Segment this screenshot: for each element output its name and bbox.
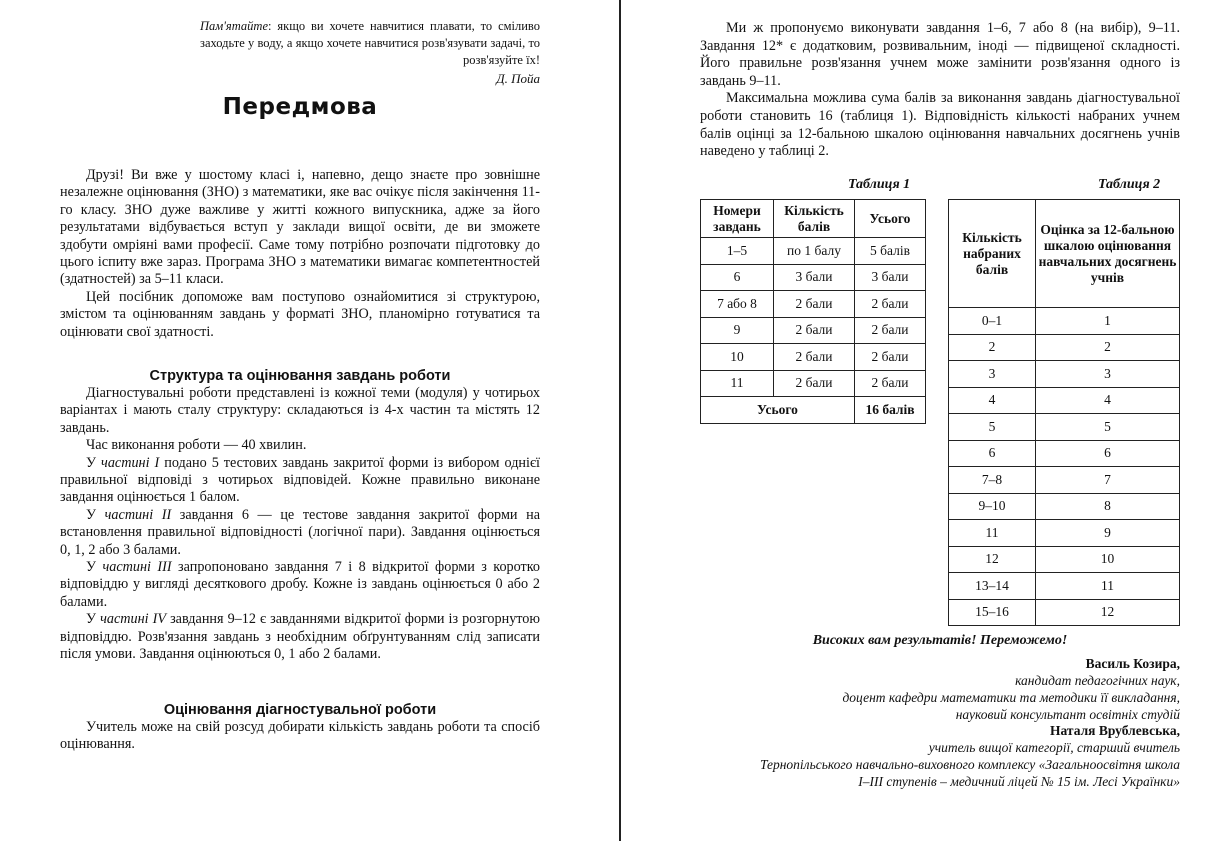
part-paragraph [60, 611, 540, 663]
total-value: 16 балів [855, 397, 926, 424]
table-cell: 11 [1036, 573, 1180, 600]
part-paragraph [60, 507, 540, 559]
total-label: Усього [701, 397, 855, 424]
table-row [949, 334, 1180, 361]
table-cell: 5 [1036, 414, 1180, 441]
table-row [949, 440, 1180, 467]
part-label: частині I [101, 454, 160, 471]
table-row [701, 370, 926, 397]
table-row [701, 344, 926, 371]
table-header-cell: Номери завдань [701, 200, 774, 238]
table-header-cell: Кількість набраних балів [949, 200, 1036, 308]
table-cell: 2 бали [855, 317, 926, 344]
table-cell: по 1 балу [774, 238, 855, 265]
author-role: учитель вищої категорії, старший вчитель [928, 740, 1180, 755]
table-cell: 9–10 [949, 493, 1036, 520]
table-cell: 10 [1036, 546, 1180, 573]
table-row [949, 414, 1180, 441]
table-row [701, 291, 926, 318]
grade-table [948, 199, 1180, 626]
table-cell: 12 [1036, 599, 1180, 626]
signature-block [662, 655, 1180, 723]
table-row [701, 264, 926, 291]
table-total-row [701, 397, 926, 424]
table-header-cell: Оцінка за 12-бальною шкалою оцінювання навчальних досягнень учнів [1036, 200, 1180, 308]
table-row [701, 238, 926, 265]
signature-block [662, 722, 1180, 790]
table-header-row [701, 200, 926, 238]
right-paragraph: Ми ж пропонуємо виконувати завдання 1–6, 7 або 8 (на вибір), 9–11. Завдання 12* є додатковим, розвивальним, іноді — підвищеної складності. Його правильне розв'язання учнем може замінити розв'язання одного із завдань 9–11. [700, 20, 1180, 89]
closing-wish: Високих вам результатів! Переможемо! [812, 633, 1068, 648]
table-row [949, 573, 1180, 600]
page-title: Передмова [222, 94, 378, 120]
table-cell: 9 [701, 317, 774, 344]
table-row [949, 599, 1180, 626]
table-header-cell: Усього [855, 200, 926, 238]
table-cell: 12 [949, 546, 1036, 573]
table-cell: 8 [1036, 493, 1180, 520]
table-row [949, 387, 1180, 414]
table-row [949, 308, 1180, 335]
table-cell: 1–5 [701, 238, 774, 265]
table-row [949, 467, 1180, 494]
table-header-row [949, 200, 1180, 308]
table-header-cell: Кількість балів [774, 200, 855, 238]
table-row [949, 546, 1180, 573]
part-paragraph [60, 559, 540, 611]
epigraph-text: : якщо ви хочете навчитися плавати, то сміливо заходьте у воду, а якщо хочете навчитися розв'язувати задачі, то розв'язуйте їх! [200, 19, 540, 67]
table-cell: 3 бали [774, 264, 855, 291]
intro-paragraph: Друзі! Ви вже у шостому класі і, напевно, дещо знаєте про зовнішне незалежне оцінювання (ЗНО) з математики, яке вас очікує після закінчення 11-го класу. ЗНО дуже важливе у житті кожного випускника, адже за його результатами відбувається вступ у заклади вищої освіти, де ви зможете здобути омріяні вами професії. Саме тому потрібно розпочати підготовку до цього іспиту вже зараз. Програма ЗНО з математики вимагає компетентностей (здатностей) за 5–11 класи. [60, 167, 540, 288]
part-text: запропоновано завдання 7 і 8 відкритої форми з коротко відповіддю у вигляді десяткового дробу. Кожне із завдань оцінюється 0 або 2 балами. [60, 559, 540, 610]
table-cell: 0–1 [949, 308, 1036, 335]
section-heading: Оцінювання діагностувальної роботи [163, 702, 437, 718]
part-prefix: У [86, 506, 105, 523]
table-cell: 1 [1036, 308, 1180, 335]
part-text: завдання 9–12 є завданнями відкритої форми із розгорнутою відповіддю. Розв'язання завдань з необхідним обґрунтуванням слід записати після умови. Завдання оцінюються 0, 1 або 2 балами. [60, 611, 540, 663]
epigraph-lead: Пам'ятайте [200, 19, 268, 33]
section-heading: Структура та оцінювання завдань роботи [149, 368, 451, 384]
part-label: частині III [102, 559, 172, 576]
author-name: Наталя Врублевська, [1050, 723, 1180, 738]
intro-paragraph: Цей посібник допоможе вам поступово ознайомитися зі структурою, змістом та оцінюванням завдань у форматі ЗНО, планомірно готуватися та оцінювати свої здатності. [60, 288, 540, 340]
table-cell: 2 бали [855, 291, 926, 318]
table-cell: 15–16 [949, 599, 1036, 626]
table-cell: 11 [949, 520, 1036, 547]
table-cell: 2 бали [774, 344, 855, 371]
table-cell: 3 бали [855, 264, 926, 291]
right-paragraph: Максимальна можлива сума балів за виконання завдань діагностувальної роботи становить 16 (таблиця 1). Відповідність кількості набраних учнем балів оцінці за 12-бальною шкалою оцінювання навчальних досягнень учнів наведено у таблиці 2. [700, 90, 1180, 160]
assessment-section [60, 702, 540, 754]
table-cell: 6 [701, 264, 774, 291]
author-role: I–III ступенів – медичний ліцей № 15 ім. Лесі Українки» [858, 774, 1180, 789]
table-cell: 7 або 8 [701, 291, 774, 318]
points-table [700, 199, 926, 424]
part-text: подано 5 тестових завдань закритої форми із вибором однієї правильної відповіді з чотирьох відповідей. Кожне правильно виконане завдання оцінюється 1 балом. [60, 454, 541, 506]
author-role: кандидат педагогічних наук, [1015, 673, 1180, 688]
table-cell: 5 балів [855, 238, 926, 265]
part-prefix: У [86, 559, 103, 576]
table-cell: 6 [1036, 440, 1180, 467]
part-prefix: У [86, 454, 102, 471]
part-text: завдання 6 — це тестове завдання закритої форми на встановлення правильної відповідності (логічної пари). Завдання оцінюється 0, 1, 2 або 3 балами. [60, 506, 540, 558]
table-row [949, 520, 1180, 547]
intro-section [60, 167, 540, 341]
right-page [622, 0, 1224, 841]
author-role: Тернопільського навчально-виховного комплексу «Загальноосвітня школа [759, 757, 1180, 772]
epigraph [200, 18, 540, 69]
table-row [949, 493, 1180, 520]
table-cell: 4 [1036, 387, 1180, 414]
table-row [701, 317, 926, 344]
table-cell: 7–8 [949, 467, 1036, 494]
table-cell: 7 [1036, 467, 1180, 494]
page-divider [619, 0, 621, 841]
author-role: науковий консультант освітніх студій [955, 707, 1180, 722]
table-cell: 2 бали [774, 317, 855, 344]
table-row [949, 361, 1180, 388]
table-cell: 2 бали [855, 370, 926, 397]
table1-caption: Таблиця 1 [848, 177, 911, 192]
table-cell: 2 бали [855, 344, 926, 371]
part-label: частині II [104, 506, 172, 523]
part-label: частині IV [100, 611, 167, 628]
table-cell: 5 [949, 414, 1036, 441]
table-cell: 13–14 [949, 573, 1036, 600]
table-cell: 9 [1036, 520, 1180, 547]
section-paragraph: Учитель може на свій розсуд добирати кількість завдань роботи та спосіб оцінювання. [60, 719, 540, 753]
table-cell: 3 [949, 361, 1036, 388]
table-cell: 2 бали [774, 370, 855, 397]
table-cell: 4 [949, 387, 1036, 414]
table-cell: 11 [701, 370, 774, 397]
author-name: Василь Козира, [1085, 656, 1180, 671]
table-cell: 3 [1036, 361, 1180, 388]
right-intro [700, 20, 1180, 161]
table-cell: 6 [949, 440, 1036, 467]
table-cell: 10 [701, 344, 774, 371]
table2-caption: Таблиця 2 [1098, 177, 1161, 192]
table-cell: 2 [1036, 334, 1180, 361]
table-cell: 2 бали [774, 291, 855, 318]
part-paragraph [60, 455, 540, 507]
structure-section [60, 368, 540, 664]
epigraph-author: Д. Пойа [496, 71, 540, 86]
section-paragraph: Час виконання роботи — 40 хвилин. [86, 437, 307, 454]
section-paragraph: Діагностувальні роботи представлені із кожної теми (модуля) у чотирьох варіантах і мають сталу структуру: складаються із 4-х частин та містять 12 завдань. [60, 385, 540, 436]
part-prefix: У [86, 611, 101, 628]
author-role: доцент кафедри математики та методики її викладання, [842, 690, 1180, 705]
table-cell: 2 [949, 334, 1036, 361]
